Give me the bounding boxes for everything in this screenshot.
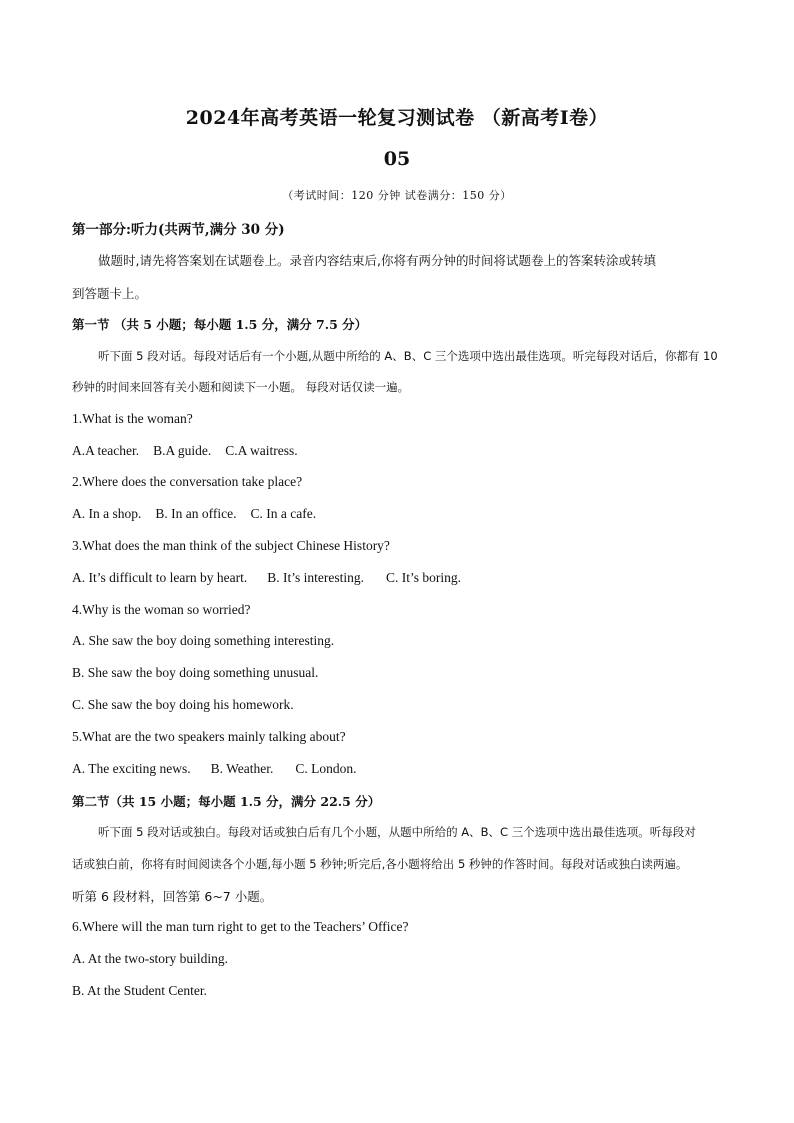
question-5: 5.What are the two speakers mainly talking about?	[72, 729, 346, 744]
page-title: 2024年高考英语一轮复习测试卷 （新高考Ⅰ卷）	[185, 107, 609, 129]
option-b: B. Weather.	[210, 761, 274, 776]
question-4-option-a: A. She saw the boy doing something interesting.	[72, 633, 335, 648]
question-4: 4.Why is the woman so worried?	[72, 602, 251, 617]
question-6-option-a: A. At the two-story building.	[72, 951, 228, 966]
part1-instruction-line1: 做题时,请先将答案划在试题卷上。录音内容结束后,你将有两分钟的时间将试题卷上的答案转涂或转填	[98, 253, 656, 268]
exam-info: （考试时间：120 分钟 试卷满分：150 分）	[282, 189, 512, 202]
question-5-options	[72, 761, 727, 777]
option-b: B.A guide.	[153, 443, 212, 458]
section2-instruction-line2: 话或独白前，你将有时间阅读各个小题,每小题 5 秒钟;听完后,各小题将给出 5 秒钟的作答时间。每段对话或独白读两遍。	[72, 857, 688, 871]
question-6: 6.Where will the man turn right to get to the Teachers’ Office?	[72, 919, 409, 934]
question-6-option-b: B. At the Student Center.	[72, 983, 207, 998]
question-3: 3.What does the man think of the subject Chinese History?	[72, 538, 390, 553]
paper-number: 05	[383, 148, 411, 170]
part1-instruction-line2: 到答题卡上。	[72, 286, 148, 301]
option-c: C. In a cafe.	[250, 506, 317, 521]
question-4-option-b: B. She saw the boy doing something unusual.	[72, 665, 319, 680]
option-a: A. The exciting news.	[72, 761, 191, 776]
section1-heading: 第一节 （共 5 小题；每小题 1.5 分，满分 7.5 分）	[72, 317, 368, 332]
question-1: 1.What is the woman?	[72, 411, 193, 426]
section1-instruction-line2: 秒钟的时间来回答有关小题和阅读下一小题。 每段对话仅读一遍。	[72, 380, 410, 394]
option-a: A. In a shop.	[72, 506, 142, 521]
material-6-note: 听第 6 段材料，回答第 6~7 小题。	[72, 889, 273, 904]
question-2: 2.Where does the conversation take place?	[72, 474, 303, 489]
section1-instruction-line1: 听下面 5 段对话。每段对话后有一个小题,从题中所给的 A、B、C 三个选项中选出最佳选项。听完每段对话后，你都有 10	[98, 349, 718, 363]
option-c: C. It’s boring.	[385, 570, 461, 585]
option-c: C. London.	[295, 761, 357, 776]
section2-heading: 第二节（共 15 小题；每小题 1.5 分，满分 22.5 分）	[72, 794, 381, 809]
option-a: A. It’s difficult to learn by heart.	[72, 570, 248, 585]
option-a: A.A teacher.	[72, 443, 140, 458]
option-b: B. In an office.	[155, 506, 237, 521]
section2-instruction-line1: 听下面 5 段对话或独白。每段对话或独白后有几个小题，从题中所给的 A、B、C 三个选项中选出最佳选项。听每段对	[98, 825, 696, 839]
part1-heading: 第一部分:听力(共两节,满分 30 分)	[72, 222, 285, 238]
question-1-options	[72, 443, 727, 459]
question-3-options	[72, 570, 727, 586]
question-4-option-c: C. She saw the boy doing his homework.	[72, 697, 294, 712]
option-c: C.A waitress.	[225, 443, 298, 458]
option-b: B. It’s interesting.	[267, 570, 364, 585]
question-2-options	[72, 506, 727, 522]
